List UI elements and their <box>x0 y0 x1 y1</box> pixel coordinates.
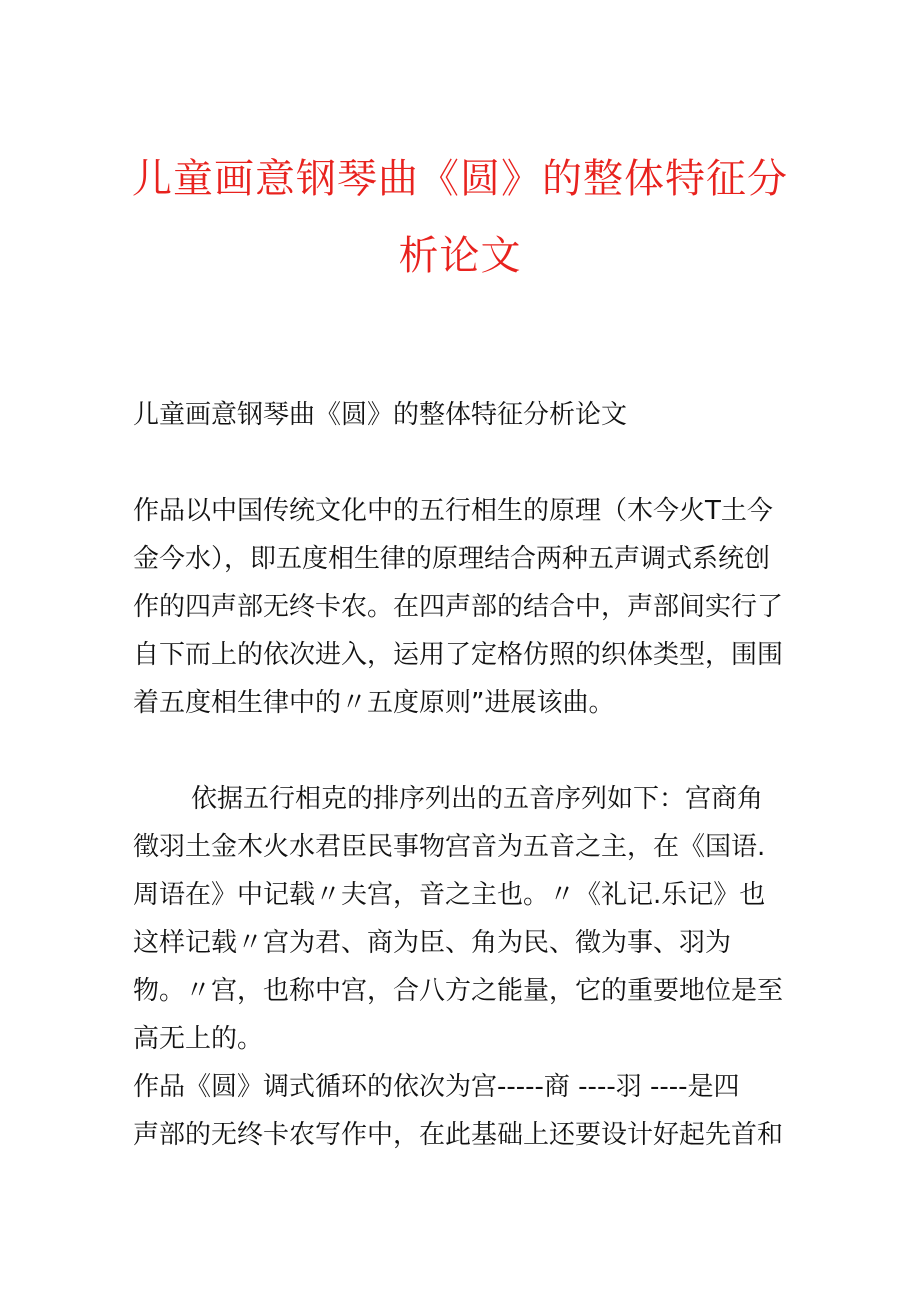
paragraph-2-line-5: 物。〃宫，也称中宫，合八方之能量，它的重要地位是至 <box>133 976 784 1006</box>
subtitle: 儿童画意钢琴曲《圆》的整体特征分析论文 <box>133 400 628 430</box>
paragraph-2-line-3: 周语在》中记载〃夫宫，音之主也。〃《礼记.乐记》也 <box>133 880 766 910</box>
paragraph-1-line-3: 作的四声部无终卡农。在四声部的结合中，声部间实行了 <box>133 592 784 622</box>
paragraph-2-line-2: 徵羽土金木火水君臣民事物宫音为五音之主，在《国语. <box>133 832 766 862</box>
paragraph-2-line-4: 这样记载〃宫为君、商为臣、角为民、徵为事、羽为 <box>133 928 732 958</box>
paragraph-2-line-1: 依据五行相克的排序列出的五音序列如下：宫商角 <box>191 784 764 814</box>
title-line-1: 儿童画意钢琴曲《圆》的整体特征分 <box>132 156 788 202</box>
paragraph-1-line-5: 着五度相生律中的〃五度原则”进展该曲。 <box>133 688 615 718</box>
paragraph-1-line-2: 金今水），即五度相生律的原理结合两种五声调式系统创 <box>133 544 771 574</box>
paragraph-1-line-4: 自下而上的依次进入，运用了定格仿照的织体类型，围围 <box>133 640 784 670</box>
paragraph-3-line-2: 声部的无终卡农写作中，在此基础上还要设计好起先首和 <box>133 1120 784 1150</box>
paragraph-3-line-1: 作品《圆》调式循环的依次为宫-----商 ----羽 ----是四 <box>133 1072 740 1102</box>
paragraph-2-line-6: 高无上的。 <box>133 1024 264 1054</box>
title-line-2: 析论文 <box>398 233 522 279</box>
paragraph-1-line-1: 作品以中国传统文化中的五行相生的原理（木今火T土今 <box>133 496 773 526</box>
